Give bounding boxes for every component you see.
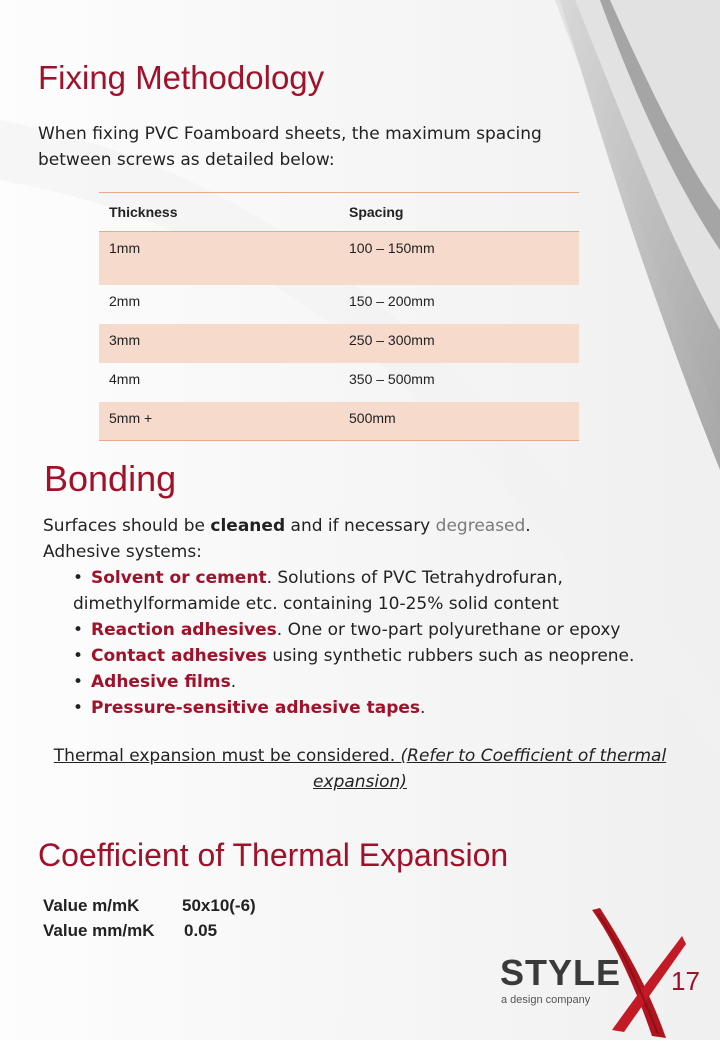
- coefficient-label: Value mm/mK: [43, 921, 155, 940]
- table-header-row: [99, 193, 579, 232]
- table-row: [99, 363, 579, 402]
- brand-logo: [496, 908, 720, 1040]
- cell-thickness: 2mm: [109, 292, 141, 309]
- bullet-icon: •: [73, 620, 84, 640]
- adhesive-list: [73, 565, 683, 721]
- thermal-note-line2: [40, 769, 680, 795]
- header-thickness: Thickness: [99, 193, 339, 232]
- cell-spacing: 150 – 200mm: [349, 292, 435, 309]
- cell-thickness: 4mm: [109, 370, 141, 387]
- bonding-line1-a: Surfaces should be: [43, 516, 211, 536]
- list-item: [73, 669, 683, 695]
- thermal-note-line1: [40, 743, 680, 769]
- bonding-line1-e: .: [525, 516, 531, 536]
- bullet-icon: •: [73, 646, 84, 666]
- bullet-cont: dimethylformamide etc. containing 10-25% solid content: [73, 594, 559, 614]
- table-row: [99, 402, 579, 441]
- coefficient-value: 0.05: [184, 921, 218, 940]
- bonding-line1-c: and if necessary: [285, 516, 436, 536]
- cell-spacing: 100 – 150mm: [339, 232, 579, 285]
- cell-spacing: 500mm: [339, 402, 579, 441]
- cell-thickness: 1mm: [99, 232, 339, 285]
- list-item: [73, 617, 683, 643]
- brand-name: STYLE: [500, 952, 622, 993]
- page-number: 17: [671, 966, 700, 996]
- bullet-rest: .: [230, 672, 237, 692]
- coefficient-value: 50x10(-6): [182, 896, 256, 915]
- spacing-table-wrap: [99, 192, 579, 441]
- brand-tagline: a design company: [501, 994, 591, 1006]
- table-row: [99, 285, 579, 324]
- bullet-icon: •: [73, 568, 84, 588]
- coefficient-row-m: [43, 893, 256, 918]
- bullet-rest: . One or two-part polyurethane or epoxy: [276, 620, 621, 640]
- fixing-intro-line2: between screws as detailed below:: [38, 150, 335, 170]
- fixing-title: Fixing Methodology: [38, 59, 325, 96]
- fixing-intro-line1: When fixing PVC Foamboard sheets, the maximum spacing: [38, 124, 542, 144]
- bonding-cleaned: cleaned: [210, 516, 286, 536]
- cell-thickness: 3mm: [99, 324, 339, 363]
- bonding-title: Bonding: [44, 458, 177, 499]
- coefficient-values: [43, 893, 256, 943]
- bullet-rest: using synthetic rubbers such as neoprene.: [266, 646, 635, 666]
- list-item-continuation: [73, 591, 683, 617]
- bullet-bold: Adhesive films: [91, 672, 231, 692]
- bullet-bold: Solvent or cement: [91, 568, 267, 588]
- spacing-table: [99, 192, 579, 441]
- coefficient-row-mm: [43, 918, 256, 943]
- bullet-bold: Pressure-sensitive adhesive tapes: [91, 698, 421, 718]
- cell-thickness: 5mm +: [99, 402, 339, 441]
- bullet-rest: .: [420, 698, 426, 718]
- fixing-intro: [38, 121, 542, 173]
- bullet-icon: •: [73, 672, 84, 692]
- coefficient-label: Value m/mK: [43, 896, 140, 915]
- bonding-degreased: degreased: [435, 516, 526, 536]
- coefficient-title: Coefficient of Thermal Expansion: [38, 837, 509, 873]
- bonding-line1: [43, 513, 683, 539]
- bullet-bold: Reaction adhesives: [91, 620, 277, 640]
- bullet-icon: •: [73, 698, 84, 718]
- table-row: [99, 324, 579, 363]
- thermal-note-italic2: expansion): [313, 772, 407, 792]
- table-row: [99, 232, 579, 285]
- list-item: [73, 695, 683, 721]
- list-item: [73, 565, 683, 591]
- bonding-line2: Adhesive systems:: [43, 542, 202, 562]
- list-item: [73, 643, 683, 669]
- thermal-note-plain: Thermal expansion must be considered.: [53, 746, 396, 766]
- bullet-bold: Contact adhesives: [91, 646, 267, 666]
- cell-spacing: 250 – 300mm: [339, 324, 579, 363]
- thermal-note: [40, 743, 680, 795]
- bonding-body: [43, 513, 683, 721]
- bullet-rest: . Solutions of PVC Tetrahydrofuran,: [266, 568, 563, 588]
- cell-spacing: 350 – 500mm: [349, 370, 435, 387]
- header-spacing: Spacing: [339, 193, 579, 232]
- thermal-note-italic1: (Refer to Coefficient of thermal: [395, 746, 667, 766]
